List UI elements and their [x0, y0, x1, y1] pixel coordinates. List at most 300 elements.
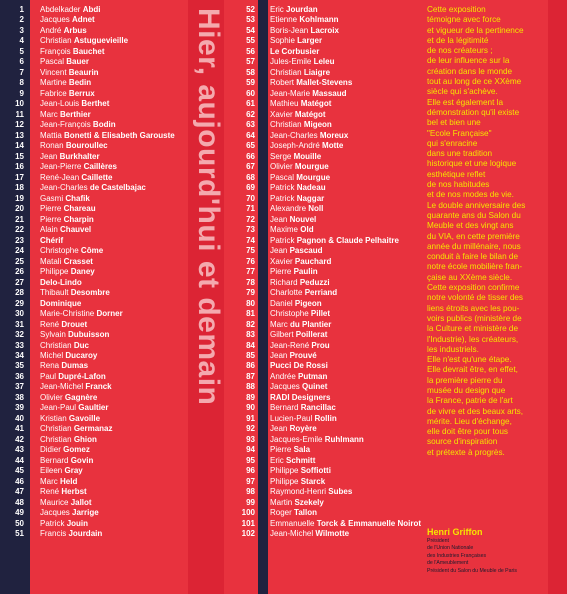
designer-last-name: Perriand — [304, 288, 338, 298]
designer-entry — [270, 99, 420, 109]
designer-first-name: Xavier — [270, 109, 293, 119]
designer-entry — [270, 372, 420, 382]
designer-first-name: Marc — [40, 109, 58, 119]
designer-last-name: Larger — [297, 36, 323, 46]
designer-last-name: Caillette — [81, 172, 113, 182]
designer-entry — [270, 215, 420, 225]
designer-number: 67 — [246, 162, 255, 172]
designer-number: 95 — [246, 455, 255, 465]
designer-first-name: Philippe — [40, 267, 69, 277]
statement-line: démonstration qu'il existe — [427, 107, 520, 117]
designer-first-name: Jean-Charles — [40, 183, 88, 193]
designer-first-name: Sophie — [270, 36, 295, 46]
designer-last-name: Pillet — [310, 309, 331, 319]
designer-last-name: Wilmotte — [315, 529, 350, 539]
designer-last-name: Peduzzi — [299, 277, 330, 287]
designer-last-name: de Castelbajac — [89, 183, 146, 193]
right-number-column — [238, 5, 255, 540]
statement-line: Elle n'est qu'une étape. — [427, 355, 512, 365]
designer-entry — [40, 141, 190, 151]
designer-last-name: Dorner — [96, 309, 123, 319]
designer-entry — [270, 78, 420, 88]
statement-line: du VIA, en cette première — [427, 231, 520, 241]
designer-first-name: Eric — [270, 5, 284, 14]
designer-entry — [40, 215, 190, 225]
left-number-column — [2, 5, 24, 540]
designer-last-name: Liaigre — [303, 67, 331, 77]
designer-first-name: Fabrice — [40, 88, 67, 98]
designer-entry — [270, 299, 420, 309]
signature-title-line: de l'Ameublement — [427, 560, 469, 567]
designer-entry — [40, 351, 190, 361]
designer-entry — [270, 309, 420, 319]
designer-number: 10 — [15, 99, 24, 109]
designer-last-name: Paulin — [293, 267, 318, 277]
statement-line: Cette exposition confirme — [427, 283, 520, 293]
designer-last-name: Jouin — [66, 518, 89, 528]
designer-entry — [40, 89, 190, 99]
designer-first-name: Robert — [270, 78, 295, 88]
designer-entry — [270, 131, 420, 141]
designer-number: 93 — [246, 434, 255, 444]
statement-line: musée du design que — [427, 385, 506, 395]
signature-title-line: Président du Salon du Meuble de Paris — [427, 567, 517, 574]
designer-entry — [40, 309, 190, 319]
designer-last-name: Naggar — [296, 193, 325, 203]
designer-last-name: Matégot — [294, 109, 326, 119]
designer-number: 66 — [246, 151, 255, 161]
designer-entry — [40, 131, 190, 141]
designer-number: 78 — [246, 277, 255, 287]
designer-last-name: Delo-Lindo — [40, 277, 82, 287]
designer-number: 73 — [246, 225, 255, 235]
designer-entry — [270, 204, 420, 214]
designer-number: 72 — [246, 214, 255, 224]
designer-last-name: Motte — [322, 141, 344, 151]
designer-number: 74 — [246, 235, 255, 245]
designer-first-name: Ronan — [40, 141, 64, 151]
designer-entry — [40, 225, 190, 235]
designer-entry — [270, 278, 420, 288]
statement-line: les industriels. — [427, 344, 479, 354]
designer-entry — [40, 414, 190, 424]
designer-number: 49 — [15, 508, 24, 518]
designer-last-name: Drouet — [61, 319, 88, 329]
designer-entry — [270, 508, 420, 518]
designer-first-name: Jean-Marie — [270, 88, 311, 98]
designer-number: 35 — [15, 361, 24, 371]
designer-number: 30 — [15, 309, 24, 319]
designer-first-name: Eileen — [40, 466, 63, 476]
statement-line: historique et une logique — [427, 159, 517, 169]
designer-number: 3 — [19, 25, 24, 35]
designer-first-name: Pierre — [270, 445, 292, 455]
designer-last-name: Bedin — [68, 78, 92, 88]
designer-number: 69 — [246, 183, 255, 193]
designer-entry — [270, 466, 420, 476]
designer-first-name: Gilbert — [270, 330, 294, 340]
designer-first-name: Thibault — [40, 288, 69, 298]
designer-first-name: Patrick — [270, 193, 295, 203]
designer-number: 43 — [15, 445, 24, 455]
statement-line: dans une tradition — [427, 149, 493, 159]
statement-line: çaise au XXème siècle. — [427, 272, 513, 282]
designer-last-name: Astuguevieille — [73, 36, 129, 46]
statement-line: qui s'enracine — [427, 138, 478, 148]
designer-entry — [40, 204, 190, 214]
designer-number: 63 — [246, 120, 255, 130]
designer-first-name: Christian — [40, 36, 72, 46]
designer-first-name: Maxime — [270, 225, 299, 235]
designer-number: 9 — [19, 88, 24, 98]
designer-last-name: Pucci De Rossi — [270, 361, 328, 371]
designer-first-name: Xavier — [270, 256, 293, 266]
designer-last-name: Subes — [328, 487, 353, 497]
designer-entry — [40, 5, 190, 15]
designer-last-name: Torck & Emmanuelle Noirot — [316, 518, 422, 528]
designer-entry — [270, 26, 420, 36]
designer-number: 59 — [246, 78, 255, 88]
designer-number: 99 — [246, 497, 255, 507]
designer-last-name: Gavoille — [68, 413, 101, 423]
designer-first-name: Jean-Pierre — [40, 162, 82, 172]
statement-line: et de nos modes de vie. — [427, 190, 514, 200]
designer-entry — [40, 382, 190, 392]
signature-title-line: Président — [427, 538, 449, 544]
designer-entry — [40, 120, 190, 130]
designer-first-name: Philippe — [270, 476, 299, 486]
designer-first-name: Jules-Emile — [270, 57, 312, 67]
designer-first-name: Michel — [40, 350, 64, 360]
designer-number: 28 — [15, 288, 24, 298]
statement-line: liens étroits avec les pou- — [427, 303, 520, 313]
designer-entry — [270, 529, 420, 539]
designer-entry — [40, 183, 190, 193]
statement-text — [427, 5, 551, 458]
designer-first-name: Sylvain — [40, 330, 66, 340]
designer-last-name: RADI Designers — [270, 392, 331, 402]
designer-entry — [270, 341, 420, 351]
statement-line: Cette exposition — [427, 5, 486, 14]
designer-number: 70 — [246, 193, 255, 203]
designer-last-name: Caillères — [83, 162, 117, 172]
designer-number: 88 — [246, 382, 255, 392]
designer-last-name: Rollin — [314, 413, 337, 423]
designer-number: 77 — [246, 267, 255, 277]
designer-number: 81 — [246, 309, 255, 319]
designer-entry — [40, 424, 190, 434]
designer-first-name: Pascal — [40, 57, 65, 67]
designer-entry — [270, 498, 420, 508]
designer-first-name: Jacques — [270, 382, 300, 392]
designer-last-name: Bodin — [92, 120, 116, 130]
designer-first-name: Patrick — [270, 183, 295, 193]
designer-number: 22 — [15, 225, 24, 235]
designer-first-name: Jean-François — [40, 120, 91, 130]
designer-number: 84 — [246, 340, 255, 350]
designer-number: 4 — [19, 36, 24, 46]
designer-first-name: Martin — [270, 497, 293, 507]
designer-last-name: Côme — [80, 246, 104, 256]
designer-entry — [40, 498, 190, 508]
designer-entry — [270, 225, 420, 235]
designer-number: 34 — [15, 350, 24, 360]
designer-number: 24 — [15, 246, 24, 256]
designer-last-name: Pagnon & Claude Pelhaitre — [296, 235, 399, 245]
designer-number: 13 — [15, 130, 24, 140]
designer-number: 21 — [15, 214, 24, 224]
designer-first-name: Jean-Michel — [40, 382, 84, 392]
designer-first-name: Pierre — [40, 204, 62, 214]
designer-first-name: Mattia — [40, 130, 62, 140]
designer-entry — [270, 487, 420, 497]
designer-last-name: Ruhlmann — [324, 434, 364, 444]
designer-number: 46 — [15, 476, 24, 486]
statement-line: Elle devrait être, en effet, — [427, 365, 518, 375]
designer-last-name: Noll — [308, 204, 324, 214]
designer-first-name: Jean — [40, 151, 58, 161]
designer-first-name: Christian — [40, 340, 72, 350]
designer-entry — [270, 110, 420, 120]
designer-number: 5 — [19, 46, 24, 56]
designer-first-name: Christian — [270, 120, 302, 130]
designer-entry — [40, 110, 190, 120]
designer-number: 45 — [15, 466, 24, 476]
designer-entry — [40, 341, 190, 351]
statement-line: l'Industrie), les créateurs, — [427, 334, 519, 344]
designer-number: 90 — [246, 403, 255, 413]
designer-number: 41 — [15, 424, 24, 434]
designer-first-name: Andrée — [270, 371, 296, 381]
designer-first-name: Jacques — [40, 15, 70, 25]
designer-number: 82 — [246, 319, 255, 329]
designer-number: 97 — [246, 476, 255, 486]
statement-line: Meuble et des vingt ans — [427, 221, 514, 231]
designer-last-name: Chérif — [40, 235, 64, 245]
designer-entry — [270, 68, 420, 78]
designer-first-name: Roger — [270, 508, 292, 518]
designer-last-name: Duc — [73, 340, 89, 350]
designer-number: 7 — [19, 67, 24, 77]
statement-line: mérite. Lieu d'échange, — [427, 416, 512, 426]
designer-entry — [40, 372, 190, 382]
designer-entry — [270, 183, 420, 193]
designer-entry — [40, 236, 190, 246]
designer-entry — [270, 435, 420, 445]
designer-entry — [270, 36, 420, 46]
designer-first-name: Martine — [40, 78, 67, 88]
statement-line: et prétexte à progrès. — [427, 447, 505, 457]
designer-number: 51 — [15, 529, 24, 539]
designer-last-name: Jourdan — [286, 5, 318, 14]
designer-first-name: Kristian — [40, 413, 67, 423]
designer-first-name: Daniel — [270, 298, 293, 308]
designer-first-name: Maurice — [40, 497, 69, 507]
designer-number: 65 — [246, 141, 255, 151]
statement-line: et vigueur de la pertinence — [427, 25, 524, 35]
designer-entry — [40, 320, 190, 330]
designer-last-name: Royère — [289, 424, 317, 434]
designer-entry — [270, 5, 420, 15]
designer-first-name: Jean-Louis — [40, 99, 80, 109]
designer-first-name: Christian — [270, 67, 302, 77]
designer-first-name: Alexandre — [270, 204, 307, 214]
statement-line: source d'inspiration — [427, 437, 498, 447]
designer-last-name: Abdi — [82, 5, 101, 14]
designer-number: 48 — [15, 497, 24, 507]
designer-number: 61 — [246, 99, 255, 109]
designer-number: 38 — [15, 392, 24, 402]
designer-first-name: Marc — [270, 319, 288, 329]
designer-number: 98 — [246, 487, 255, 497]
statement-line: la première pierre du — [427, 375, 503, 385]
designer-entry — [270, 267, 420, 277]
designer-entry — [40, 456, 190, 466]
designer-entry — [270, 15, 420, 25]
designer-entry — [40, 361, 190, 371]
designer-first-name: Philippe — [270, 466, 299, 476]
designer-number: 64 — [246, 130, 255, 140]
designer-number: 16 — [15, 162, 24, 172]
designer-last-name: Jallot — [70, 497, 92, 507]
designer-entry — [40, 47, 190, 57]
designer-entry — [40, 330, 190, 340]
designer-number: 39 — [15, 403, 24, 413]
designer-first-name: Alain — [40, 225, 58, 235]
designer-first-name: Jean — [270, 214, 288, 224]
designer-number: 100 — [241, 508, 255, 518]
designer-number: 58 — [246, 67, 255, 77]
statement-line: de nos habitudes — [427, 180, 490, 190]
statement-line: création dans le monde — [427, 66, 513, 76]
designer-first-name: Pierre — [40, 214, 62, 224]
designer-last-name: Berrux — [68, 88, 95, 98]
designer-entry — [40, 299, 190, 309]
designer-last-name: Gray — [64, 466, 83, 476]
designer-first-name: Pascal — [270, 172, 295, 182]
designer-entry — [40, 15, 190, 25]
designer-last-name: Gaultier — [78, 403, 109, 413]
designer-last-name: Gomez — [63, 445, 90, 455]
designer-entry — [40, 36, 190, 46]
designer-last-name: Sala — [293, 445, 311, 455]
designer-entry — [270, 424, 420, 434]
designer-first-name: Didier — [40, 445, 61, 455]
designer-last-name: Dupré-Lafon — [58, 371, 106, 381]
statement-line: Elle est également la — [427, 97, 504, 107]
designer-entry — [40, 257, 190, 267]
designer-last-name: Chareau — [63, 204, 96, 214]
designer-entry — [270, 361, 420, 371]
page-title: Hier, aujourd'hui et demain — [192, 8, 225, 406]
designer-last-name: Old — [300, 225, 314, 235]
designer-first-name: René — [40, 319, 60, 329]
designer-entry — [40, 99, 190, 109]
statement-line: conduit à faire le bilan de — [427, 252, 519, 262]
designer-entry — [40, 26, 190, 36]
designer-entry — [40, 477, 190, 487]
designer-entry — [270, 57, 420, 67]
designer-first-name: Christophe — [40, 246, 79, 256]
left-designer-list — [40, 5, 190, 540]
designer-entry — [270, 89, 420, 99]
designer-entry — [270, 120, 420, 130]
designer-entry — [270, 236, 420, 246]
designer-last-name: Prou — [311, 340, 330, 350]
designer-first-name: Olivier — [40, 392, 63, 402]
designer-first-name: Christian — [40, 434, 72, 444]
designer-number: 71 — [246, 204, 255, 214]
designer-entry — [270, 382, 420, 392]
statement-line: tout au long de ce XXème — [427, 77, 522, 87]
designer-entry — [40, 466, 190, 476]
designer-number: 44 — [15, 455, 24, 465]
signature-block — [427, 527, 547, 575]
designer-entry — [270, 414, 420, 424]
designer-last-name: Mallet-Stevens — [296, 78, 353, 88]
statement-line: la France, patrie de l'art — [427, 396, 513, 406]
designer-entry — [40, 403, 190, 413]
designer-entry — [40, 529, 190, 539]
designer-entry — [270, 173, 420, 183]
designer-last-name: Migeon — [303, 120, 332, 130]
designer-first-name: Jean — [270, 246, 288, 256]
designer-number: 86 — [246, 361, 255, 371]
designer-last-name: Quinet — [302, 382, 328, 392]
designer-entry — [270, 445, 420, 455]
statement-line: quarante ans du Salon du — [427, 210, 521, 220]
navy-stripe-middle — [258, 0, 268, 594]
designer-number: 94 — [246, 445, 255, 455]
designer-last-name: Ghion — [73, 434, 97, 444]
designer-first-name: Emmanuelle — [270, 518, 315, 528]
designer-last-name: Gagnère — [64, 392, 98, 402]
designer-entry — [40, 162, 190, 172]
designer-number: 26 — [15, 267, 24, 277]
designer-number: 11 — [15, 109, 24, 119]
designer-last-name: Pascaud — [289, 246, 323, 256]
signature-title-line: de l'Union Nationale — [427, 545, 474, 552]
designer-first-name: Jacques-Emile — [270, 434, 323, 444]
designer-number: 33 — [15, 340, 24, 350]
designer-number: 40 — [15, 413, 24, 423]
designer-number: 96 — [246, 466, 255, 476]
designer-last-name: Moreux — [319, 130, 349, 140]
designer-first-name: Etienne — [270, 15, 298, 25]
statement-line: année du millénaire, nous — [427, 241, 521, 251]
designer-first-name: Christian — [40, 424, 72, 434]
designer-number: 19 — [15, 193, 24, 203]
designer-number: 32 — [15, 330, 24, 340]
designer-number: 92 — [246, 424, 255, 434]
designer-last-name: Bonetti & Elisabeth Garouste — [64, 130, 175, 140]
designer-last-name: Held — [60, 476, 78, 486]
designer-first-name: Eric — [270, 455, 284, 465]
designer-first-name: Jacques — [40, 508, 70, 518]
designer-first-name: Jean-René — [270, 340, 310, 350]
designer-entry — [40, 487, 190, 497]
designer-last-name: Pauchard — [294, 256, 332, 266]
designer-last-name: Chafik — [65, 193, 90, 203]
designer-last-name: Pigeon — [294, 298, 322, 308]
designer-first-name: Patrick — [270, 235, 295, 245]
designer-number: 8 — [19, 78, 24, 88]
designer-first-name: François — [40, 46, 71, 56]
designer-entry — [270, 519, 420, 529]
designer-first-name: Jean-Michel — [270, 529, 314, 539]
designer-last-name: Tallon — [294, 508, 317, 518]
statement-line: esthétique reflet — [427, 169, 486, 179]
